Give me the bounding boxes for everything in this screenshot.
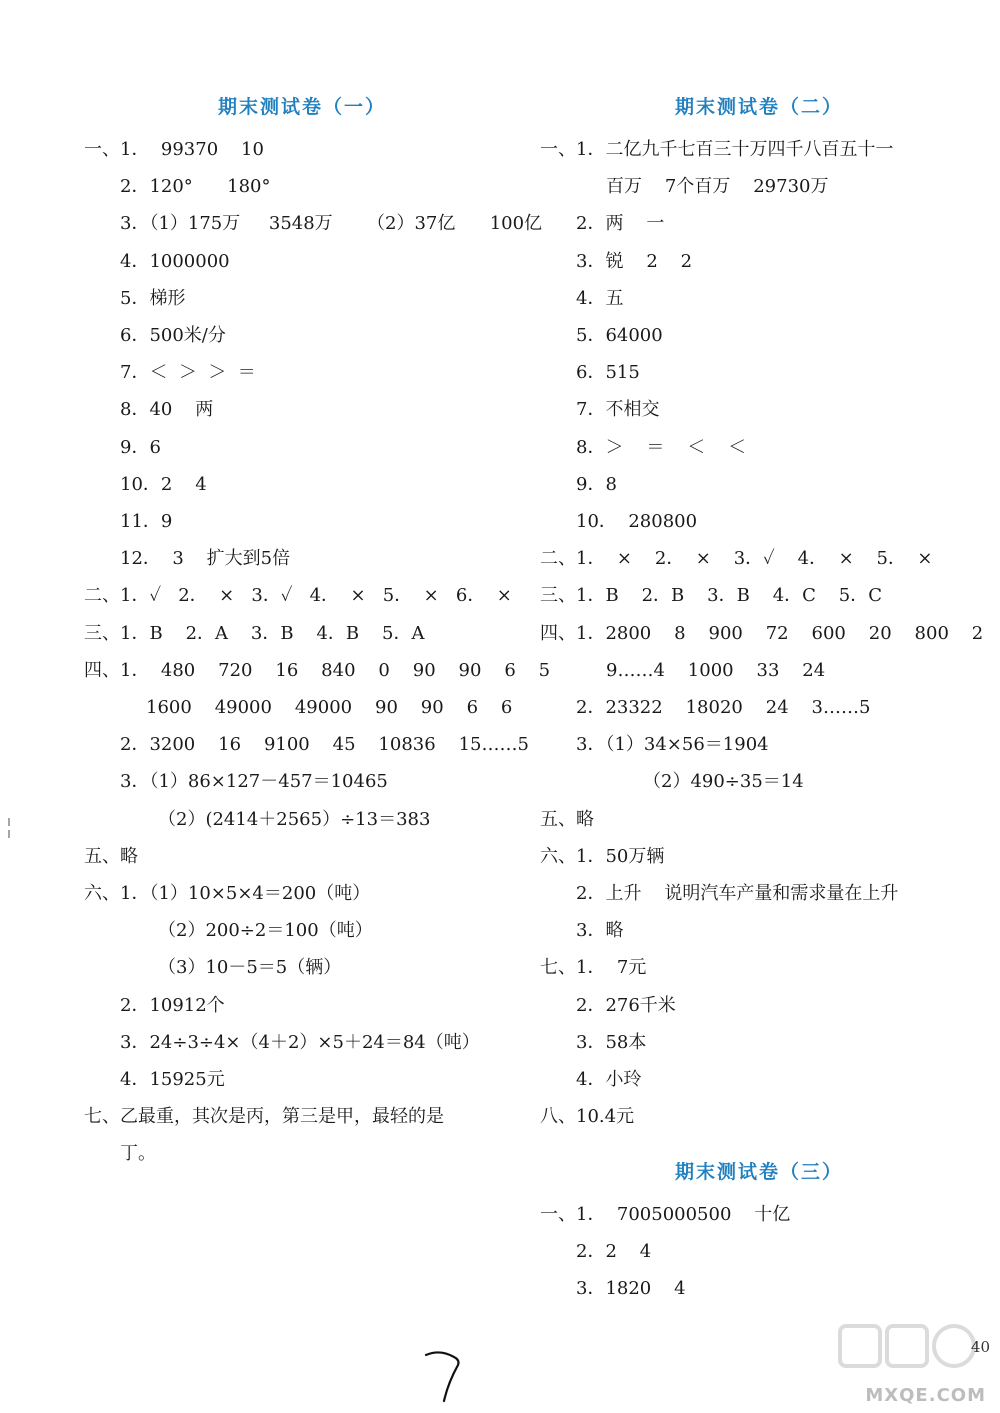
answer-line: 一、1．二亿九千七百三十万四千八百五十一 bbox=[540, 139, 894, 160]
answer-line: 4．15925元 bbox=[120, 1069, 225, 1090]
answer-line: 11．9 bbox=[120, 511, 173, 532]
answer-line: 4．小玲 bbox=[576, 1069, 642, 1090]
answer-line: 9．6 bbox=[120, 437, 161, 458]
answer-line: 百万 7个百万 29730万 bbox=[606, 176, 829, 197]
answer-line: 七、乙最重，其次是丙，第三是甲，最轻的是 bbox=[84, 1106, 444, 1127]
answer-line: 四、1． 480 720 16 840 0 90 90 6 5 bbox=[84, 660, 551, 681]
answer-line: 9……4 1000 33 24 bbox=[606, 660, 826, 681]
answer-line: 2．276千米 bbox=[576, 995, 676, 1016]
answer-line: 二、1． × 2． × 3．✓ 4． × 5． × bbox=[540, 548, 933, 569]
watermark-text: MXQE.COM bbox=[865, 1385, 986, 1406]
answer-line: 7．＜ ＞ ＞ ＝ bbox=[120, 362, 256, 383]
answer-line: （2）200÷2＝100（吨） bbox=[158, 920, 373, 941]
answer-line: 1600 49000 49000 90 90 6 6 bbox=[146, 697, 513, 718]
answer-line: 一、1． 7005000500 十亿 bbox=[540, 1204, 791, 1225]
answer-line: 2．两 一 bbox=[576, 213, 665, 234]
answer-line: 七、1． 7元 bbox=[540, 957, 647, 978]
answer-line: 三、1．B 2．A 3．B 4．B 5．A bbox=[84, 623, 425, 644]
answer-line: 4．五 bbox=[576, 288, 624, 309]
section-title-test-2: 期末测试卷（二） bbox=[675, 96, 844, 118]
answer-line: 3．24÷3÷4×（4＋2）×5＋24＝84（吨） bbox=[120, 1032, 480, 1053]
answer-line: 6．515 bbox=[576, 362, 640, 383]
answer-line: 3．1820 4 bbox=[576, 1278, 686, 1299]
answer-line: 六、1．50万辆 bbox=[540, 846, 665, 867]
answer-line: 一、1． 99370 10 bbox=[84, 139, 264, 160]
answer-line: 7．不相交 bbox=[576, 399, 660, 420]
answer-line: （3）10－5＝5（辆） bbox=[158, 957, 342, 978]
answer-line: 4．1000000 bbox=[120, 251, 230, 272]
answer-line: 四、1．2800 8 900 72 600 20 800 2 bbox=[540, 623, 984, 644]
answer-line: 五、略 bbox=[540, 809, 594, 830]
handwritten-digit-7 bbox=[420, 1345, 470, 1405]
answer-line: 10．2 4 bbox=[120, 474, 207, 495]
answer-line: 三、1．B 2．B 3．B 4．C 5．C bbox=[540, 585, 883, 606]
answer-line: 丁。 bbox=[120, 1143, 156, 1164]
answer-line: 2．10912个 bbox=[120, 995, 225, 1016]
answer-line: 五、略 bbox=[84, 846, 138, 867]
answer-line: （2）490÷35＝14 bbox=[643, 771, 804, 792]
answer-line: 八、10.4元 bbox=[540, 1106, 635, 1127]
answer-line: 3．（1）86×127－457＝10465 bbox=[120, 771, 388, 792]
answer-line: 二、1．✓ 2． × 3．✓ 4． × 5． × 6． × bbox=[84, 585, 512, 606]
section-title-test-3: 期末测试卷（三） bbox=[675, 1161, 844, 1183]
answer-line: 2．23322 18020 24 3……5 bbox=[576, 697, 871, 718]
answer-line: 3．（1）34×56＝1904 bbox=[576, 734, 769, 755]
answer-line: 9．8 bbox=[576, 474, 617, 495]
answer-line: 3．略 bbox=[576, 920, 624, 941]
answer-line: 8．＞ ＝ ＜ ＜ bbox=[576, 437, 747, 458]
answer-line: 3．锐 2 2 bbox=[576, 251, 693, 272]
margin-mark bbox=[6, 818, 12, 838]
answer-line: 5．梯形 bbox=[120, 288, 186, 309]
answer-line: 12． 3 扩大到5倍 bbox=[120, 548, 291, 569]
section-title-test-1: 期末测试卷（一） bbox=[218, 96, 387, 118]
answer-line: 2．120° 180° bbox=[120, 176, 271, 197]
answer-line: 2．2 4 bbox=[576, 1241, 652, 1262]
answer-line: 6．500米/分 bbox=[120, 325, 226, 346]
answer-line: 2．3200 16 9100 45 10836 15……5 bbox=[120, 734, 529, 755]
page-number: 40 bbox=[970, 1338, 990, 1356]
answer-line: 5．64000 bbox=[576, 325, 663, 346]
answer-line: 六、1．（1）10×5×4＝200（吨） bbox=[84, 883, 371, 904]
answer-line: 3．58本 bbox=[576, 1032, 647, 1053]
answer-line: 10． 280800 bbox=[576, 511, 698, 532]
answer-line: 3．（1）175万 3548万 （2）37亿 100亿 bbox=[120, 213, 543, 234]
answer-line: 2．上升 说明汽车产量和需求量在上升 bbox=[576, 883, 899, 904]
answer-line: 8．40 两 bbox=[120, 399, 214, 420]
answer-line: （2）(2414＋2565）÷13＝383 bbox=[158, 809, 431, 830]
